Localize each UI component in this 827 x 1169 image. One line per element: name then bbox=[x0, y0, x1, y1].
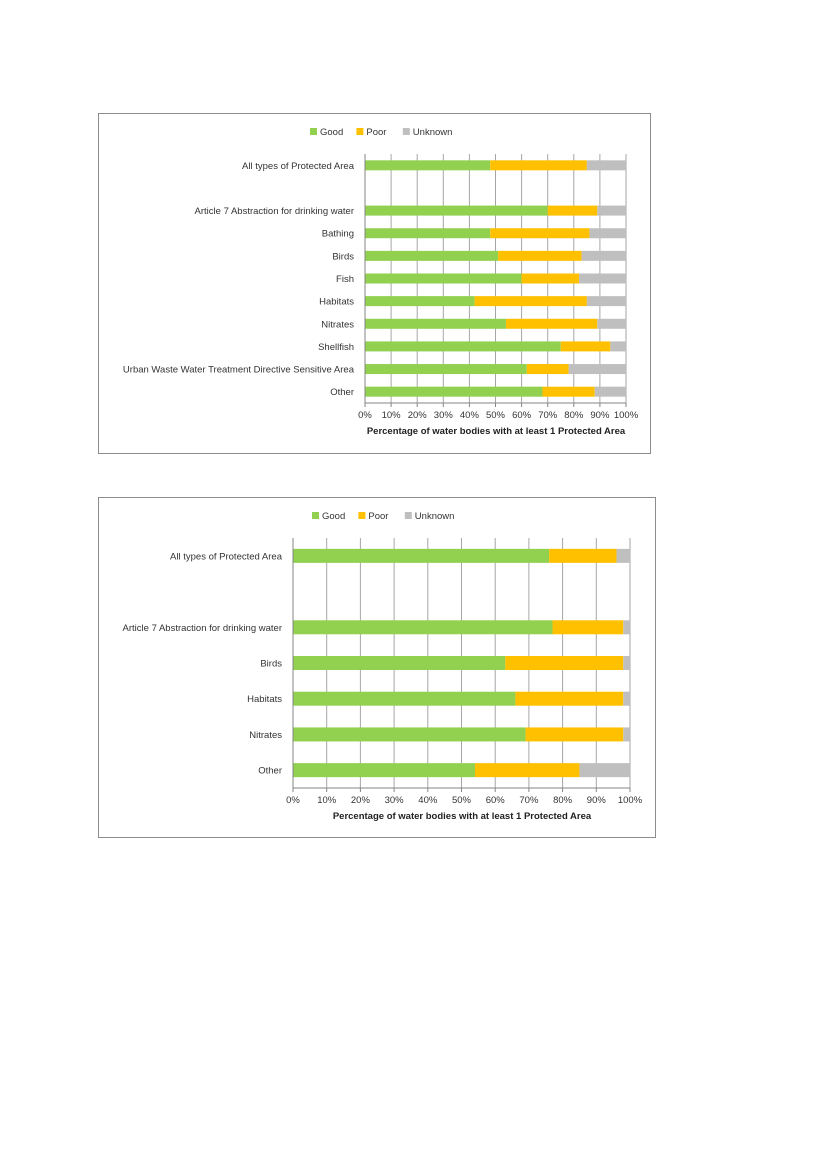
bar-unknown-nitrates bbox=[623, 727, 630, 741]
bar-unknown-article-7-abstraction-for-drinking-water bbox=[623, 620, 630, 634]
bar-good-article-7-abstraction-for-drinking-water bbox=[365, 206, 548, 216]
x-tick-label: 70% bbox=[538, 410, 558, 421]
category-label: All types of Protected Area bbox=[242, 160, 354, 172]
x-tick-label: 0% bbox=[358, 410, 372, 421]
x-tick-label: 30% bbox=[433, 410, 453, 421]
category-label: Bathing bbox=[321, 228, 354, 240]
x-tick-label: 90% bbox=[590, 410, 610, 421]
bar-unknown-birds bbox=[582, 251, 626, 261]
x-tick-label: 100% bbox=[613, 410, 639, 421]
category-label: Other bbox=[258, 765, 282, 777]
chart-panel-1 bbox=[98, 113, 651, 454]
bar-good-urban-waste-water-treatment-directive-sensitive-area bbox=[365, 364, 527, 374]
x-tick-label: 80% bbox=[564, 410, 584, 421]
bar-good-nitrates bbox=[293, 727, 526, 741]
x-tick-label: 30% bbox=[384, 795, 404, 806]
chart-panel-2 bbox=[98, 497, 656, 838]
stacked-bar-chart-2 bbox=[99, 498, 655, 837]
bar-unknown-all-types-of-protected-area bbox=[617, 549, 630, 563]
category-label: Habitats bbox=[247, 694, 282, 706]
bar-good-birds bbox=[365, 251, 498, 261]
legend-swatch-unknown bbox=[405, 512, 412, 519]
legend-label-unknown: Unknown bbox=[414, 511, 455, 522]
bar-poor-fish bbox=[522, 274, 579, 284]
bar-good-birds bbox=[293, 656, 505, 670]
bar-unknown-fish bbox=[579, 274, 626, 284]
bar-poor-other bbox=[475, 763, 579, 777]
legend-swatch-poor bbox=[358, 512, 365, 519]
bar-unknown-other bbox=[579, 763, 630, 777]
x-tick-label: 10% bbox=[317, 795, 337, 806]
bar-good-other bbox=[293, 763, 475, 777]
category-label: Fish bbox=[336, 274, 354, 285]
bar-good-bathing bbox=[365, 228, 490, 238]
bar-good-all-types-of-protected-area bbox=[365, 160, 490, 170]
bar-unknown-nitrates bbox=[597, 319, 626, 329]
bar-unknown-birds bbox=[623, 656, 630, 670]
x-tick-label: 50% bbox=[451, 795, 472, 806]
bar-poor-all-types-of-protected-area bbox=[549, 549, 616, 563]
x-tick-label: 0% bbox=[286, 795, 300, 806]
bar-poor-birds bbox=[505, 656, 623, 670]
x-tick-label: 60% bbox=[485, 795, 505, 806]
x-tick-label: 100% bbox=[617, 795, 643, 806]
bar-poor-habitats bbox=[475, 296, 587, 306]
category-label: Nitrates bbox=[249, 729, 282, 741]
category-label: Shellfish bbox=[318, 341, 354, 353]
bar-poor-shellfish bbox=[561, 341, 611, 351]
x-tick-label: 20% bbox=[407, 410, 427, 421]
x-tick-label: 50% bbox=[485, 410, 506, 421]
legend-label-good: Good bbox=[322, 511, 346, 522]
x-tick-label: 40% bbox=[459, 410, 479, 421]
x-tick-label: 10% bbox=[381, 410, 401, 421]
bar-good-shellfish bbox=[365, 341, 561, 351]
bar-good-all-types-of-protected-area bbox=[293, 549, 549, 563]
legend-label-unknown: Unknown bbox=[412, 127, 453, 138]
legend-label-poor: Poor bbox=[368, 511, 389, 522]
bar-good-nitrates bbox=[365, 319, 506, 329]
legend-swatch-good bbox=[310, 128, 317, 135]
stacked-bar-chart-1 bbox=[99, 114, 650, 453]
bar-good-habitats bbox=[365, 296, 475, 306]
bar-unknown-article-7-abstraction-for-drinking-water bbox=[597, 206, 626, 216]
x-tick-label: 20% bbox=[350, 795, 370, 806]
bar-good-other bbox=[365, 387, 542, 397]
bar-unknown-habitats bbox=[623, 692, 630, 706]
category-label: Birds bbox=[332, 251, 354, 263]
x-axis-title: Percentage of water bodies with at least 1 Protected Area bbox=[332, 811, 592, 822]
category-label: All types of Protected Area bbox=[170, 551, 282, 563]
bar-good-habitats bbox=[293, 692, 515, 706]
legend-swatch-good bbox=[312, 512, 319, 519]
category-label: Birds bbox=[260, 658, 282, 670]
x-tick-label: 60% bbox=[512, 410, 532, 421]
x-tick-label: 90% bbox=[586, 795, 606, 806]
bar-poor-urban-waste-water-treatment-directive-sensitive-area bbox=[527, 364, 569, 374]
category-label: Article 7 Abstraction for drinking water bbox=[194, 206, 354, 218]
legend-swatch-poor bbox=[356, 128, 363, 135]
category-label: Urban Waste Water Treatment Directive Sensitive Area bbox=[122, 364, 354, 376]
x-axis-title: Percentage of water bodies with at least 1 Protected Area bbox=[366, 426, 626, 437]
legend-label-poor: Poor bbox=[366, 127, 387, 138]
bar-good-article-7-abstraction-for-drinking-water bbox=[293, 620, 552, 634]
bar-unknown-all-types-of-protected-area bbox=[587, 160, 626, 170]
bar-unknown-bathing bbox=[589, 228, 626, 238]
bar-unknown-urban-waste-water-treatment-directive-sensitive-area bbox=[569, 364, 626, 374]
bar-poor-nitrates bbox=[506, 319, 597, 329]
bar-unknown-shellfish bbox=[610, 341, 626, 351]
bar-poor-other bbox=[542, 387, 594, 397]
category-label: Other bbox=[330, 387, 354, 399]
category-label: Nitrates bbox=[321, 319, 354, 331]
bar-poor-article-7-abstraction-for-drinking-water bbox=[548, 206, 598, 216]
legend-label-good: Good bbox=[320, 127, 344, 138]
category-label: Article 7 Abstraction for drinking water bbox=[122, 622, 282, 634]
bar-poor-birds bbox=[498, 251, 582, 261]
x-tick-label: 70% bbox=[519, 795, 539, 806]
x-tick-label: 40% bbox=[418, 795, 438, 806]
category-label: Habitats bbox=[319, 296, 354, 308]
bar-unknown-habitats bbox=[587, 296, 626, 306]
bar-poor-article-7-abstraction-for-drinking-water bbox=[552, 620, 623, 634]
legend-swatch-unknown bbox=[403, 128, 410, 135]
bar-poor-all-types-of-protected-area bbox=[490, 160, 587, 170]
bar-poor-habitats bbox=[515, 692, 623, 706]
bar-poor-nitrates bbox=[526, 727, 624, 741]
x-tick-label: 80% bbox=[553, 795, 573, 806]
bar-poor-bathing bbox=[490, 228, 589, 238]
bar-unknown-other bbox=[595, 387, 626, 397]
bar-good-fish bbox=[365, 274, 522, 284]
